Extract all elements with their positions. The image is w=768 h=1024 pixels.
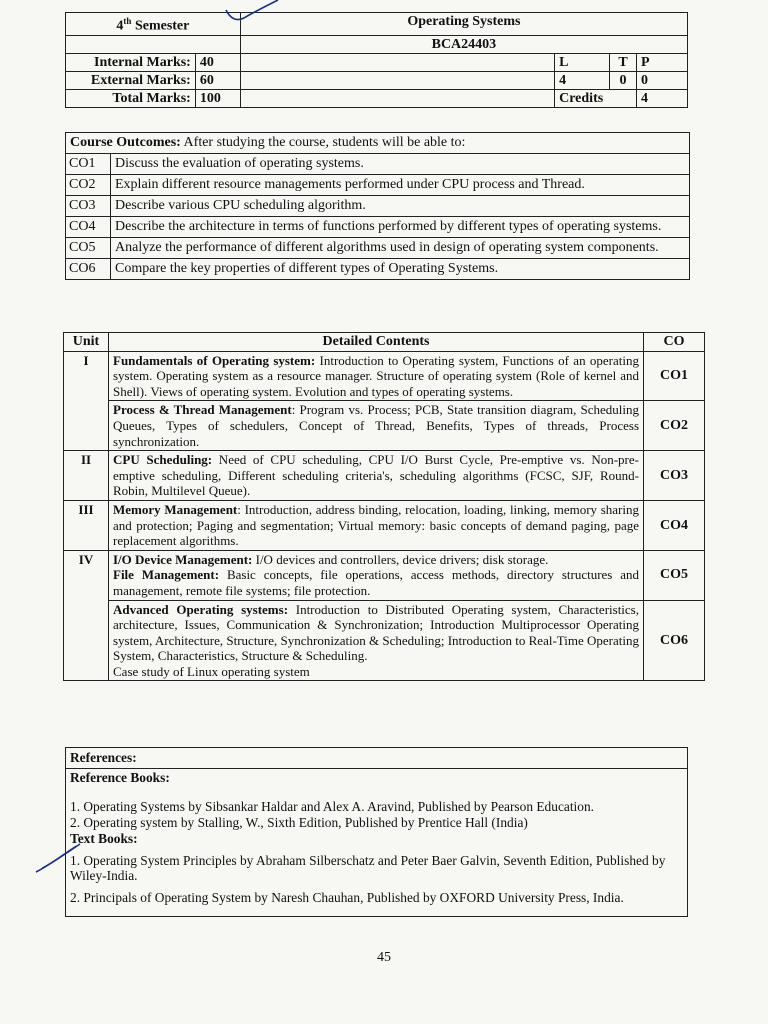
- contents-column-header: Detailed Contents: [109, 333, 644, 352]
- unit-row: [64, 550, 705, 600]
- topic-text: Basic concepts, file operations, access methods, directory structures and management, remote file systems; file protection.: [113, 567, 639, 598]
- detailed-contents-table: [63, 332, 705, 681]
- co-column-header: CO: [644, 333, 705, 352]
- reference-books-heading: Reference Books:: [70, 769, 170, 785]
- unit-content: [109, 500, 644, 550]
- text-books-heading: Text Books:: [70, 831, 138, 846]
- unit-content: [109, 550, 644, 600]
- topic-text: Introduction to Operating system, Functions of an operating system. Operating system as a resource manager. Structure of operating system (Role of kernel and Shell). Views of operating system. Evolution and types of operating systems.: [113, 352, 639, 399]
- co-row: [66, 238, 690, 259]
- unit-content: [109, 600, 644, 681]
- l-label: L: [555, 53, 610, 71]
- pen-slash-mark: [28, 838, 88, 878]
- topic-title: Memory Management: [113, 501, 238, 517]
- co-row: [66, 196, 690, 217]
- co-code: CO6: [66, 259, 111, 280]
- semester-suffix: th: [123, 16, 132, 26]
- topic-title: File Management:: [113, 567, 220, 583]
- co-text: Describe various CPU scheduling algorithm.: [111, 196, 690, 217]
- references-box: [65, 747, 688, 917]
- text-book-item: 1. Operating System Principles by Abraham Silberschatz and Peter Baer Galvin, Seventh Edition, Published by Wiley-India.: [70, 852, 666, 883]
- t-value: 0: [610, 71, 637, 89]
- co-text: Analyze the performance of different algorithms used in design of operating system components.: [111, 238, 690, 259]
- pen-tick-mark: [222, 0, 282, 26]
- unit-column-header: Unit: [64, 333, 109, 352]
- credits-value: 4: [637, 89, 688, 107]
- co-text: Discuss the evaluation of operating systems.: [111, 154, 690, 175]
- co-mapping: CO6: [644, 600, 705, 681]
- unit-number: III: [64, 500, 109, 550]
- external-marks-label: External Marks:: [66, 71, 196, 89]
- co-mapping: CO1: [644, 351, 705, 401]
- unit-row: [64, 401, 705, 451]
- unit-number: I: [64, 351, 109, 451]
- unit-row: [64, 451, 705, 501]
- case-study-text: Case study of Linux operating system: [113, 663, 310, 679]
- unit-content: [109, 351, 644, 401]
- total-marks-label: Total Marks:: [66, 89, 196, 107]
- internal-marks-label: Internal Marks:: [66, 53, 196, 71]
- topic-text: Introduction to Distributed Operating system, Characteristics, architecture, Issues, Communication & Synchronization; Introduction Multiprocessor Operating system, Architecture, Structure, Synchronization & Scheduling; Introduction to Real-Time Operating System, Characteristics, Structure & Scheduling.: [113, 601, 639, 664]
- total-marks-value: 100: [195, 89, 240, 107]
- unit-row: [64, 351, 705, 401]
- semester-cell: [66, 13, 241, 36]
- unit-number: IV: [64, 550, 109, 681]
- co-row: [66, 154, 690, 175]
- topic-text: I/O devices and controllers, device drivers; disk storage.: [252, 551, 549, 567]
- co-text: Explain different resource managements performed under CPU process and Thread.: [111, 175, 690, 196]
- unit-row: [64, 600, 705, 681]
- t-label: T: [610, 53, 637, 71]
- topic-title: Advanced Operating systems:: [113, 601, 289, 617]
- co-code: CO5: [66, 238, 111, 259]
- semester-label: Semester: [134, 18, 190, 34]
- topic-text: : Program vs. Process; PCB, State transition diagram, Scheduling Queues, Types of schedulers, Concept of Thread, Benefits, Types of threads, Process synchronization.: [113, 402, 640, 449]
- co-code: CO1: [66, 154, 111, 175]
- topic-text: : Introduction, address binding, relocation, loading, linking, memory sharing and protection; Paging and segmentation; Virtual memory: basic concepts of demand paging, page replacement algorithms.: [113, 501, 639, 549]
- topic-title: I/O Device Management:: [113, 551, 253, 567]
- p-value: 0: [637, 71, 688, 89]
- unit-row: [64, 500, 705, 550]
- co-mapping: CO3: [644, 451, 705, 501]
- course-header-table: [65, 12, 688, 108]
- co-mapping: CO4: [644, 500, 705, 550]
- external-marks-value: 60: [195, 71, 240, 89]
- co-row: [66, 259, 690, 280]
- co-row: [66, 175, 690, 196]
- unit-content: [109, 401, 644, 451]
- course-outcomes-table: [65, 132, 690, 280]
- co-row: [66, 217, 690, 238]
- text-book-item: 2. Principals of Operating System by Naresh Chauhan, Published by OXFORD University Press, India.: [70, 889, 624, 905]
- course-title: Operating Systems: [240, 13, 687, 36]
- co-code: CO4: [66, 217, 111, 238]
- internal-marks-value: 40: [195, 53, 240, 71]
- co-mapping: CO5: [644, 550, 705, 600]
- co-code: CO3: [66, 196, 111, 217]
- l-value: 4: [555, 71, 610, 89]
- reference-book-item: 1. Operating Systems by Sibsankar Haldar and Alex A. Aravind, Published by Pearson Education.: [70, 799, 595, 814]
- references-heading: References:: [66, 748, 687, 769]
- co-mapping: CO2: [644, 401, 705, 451]
- credits-label: Credits: [555, 89, 637, 107]
- topic-title: Fundamentals of Operating system:: [113, 352, 316, 368]
- semester-number: 4: [116, 18, 124, 34]
- topic-text: Need of CPU scheduling, CPU I/O Burst Cycle, Pre-emptive vs. Non-pre-emptive scheduling, Different scheduling criteria's, scheduling algorithms (FCSC, SJF, Round-Robin, Multilevel Queue).: [113, 452, 639, 499]
- page-number: 45: [377, 950, 391, 965]
- topic-title: Process & Thread Management: [113, 402, 292, 418]
- co-text: Describe the architecture in terms of functions performed by different types of operating systems.: [111, 217, 690, 238]
- co-code: CO2: [66, 175, 111, 196]
- p-label: P: [637, 53, 688, 71]
- course-outcomes-heading: Course Outcomes: After studying the course, students will be able to:: [66, 133, 690, 154]
- co-text: Compare the key properties of different types of Operating Systems.: [111, 259, 690, 280]
- unit-number: II: [64, 451, 109, 501]
- reference-book-item: 2. Operating system by Stalling, W., Sixth Edition, Published by Prentice Hall (India): [70, 814, 528, 830]
- unit-content: [109, 451, 644, 501]
- course-code: BCA24403: [240, 35, 687, 53]
- topic-title: CPU Scheduling:: [113, 452, 213, 468]
